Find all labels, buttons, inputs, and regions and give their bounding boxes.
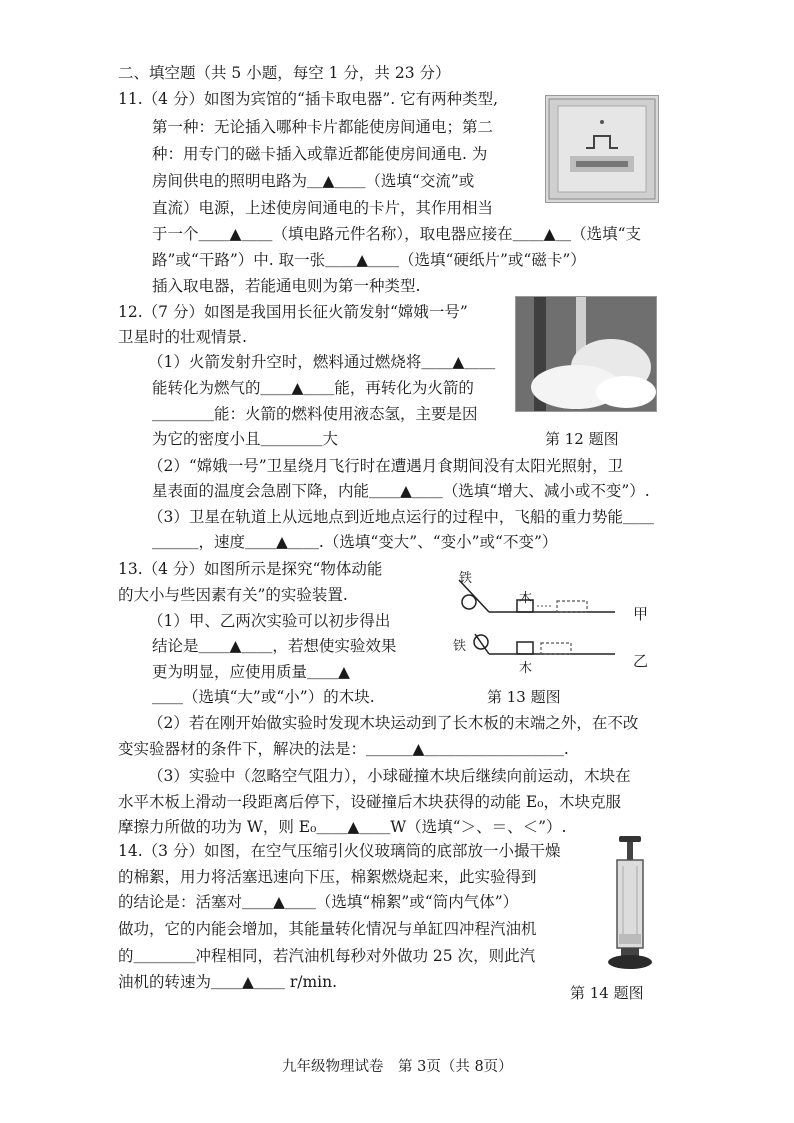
q13-line: 水平木板上滑动一段距离后停下，设碰撞后木块获得的动能 E₀，木块克服 xyxy=(118,793,621,811)
compression-igniter-figure xyxy=(605,834,655,974)
q14-line: 的＿＿＿＿冲程相同，若汽油机每秒对外做功 25 次，则此汽 xyxy=(118,947,536,965)
q11-line: 直流）电源，上述使房间通电的卡片，其作用相当 xyxy=(152,199,494,217)
kinetic-energy-diagram xyxy=(445,566,655,686)
q14-caption: 第 14 题图 xyxy=(570,984,644,1002)
q13-line: （2）若在刚开始做实验时发现木块运动到了长木板的末端之外，在不改 xyxy=(148,714,639,732)
q13-line: ＿＿（选填“大”或“小”）的木块. xyxy=(152,688,375,706)
q14-line: 油机的转速为＿＿▲＿＿ r/min. xyxy=(118,973,338,991)
q14-line: 的结论是：活塞对＿＿▲＿＿（选填“棉絮”或“筒内气体”） xyxy=(118,893,519,911)
card-switch-image xyxy=(546,96,658,202)
q12-line: ＿＿＿＿能：火箭的燃料使用液态氢，主要是因 xyxy=(152,405,478,423)
q11-line: 11.（4 分）如图为宾馆的“插卡取电器”. 它有两种类型, xyxy=(118,90,499,108)
ball-top xyxy=(462,595,476,609)
q14-line: 14.（3 分）如图，在空气压缩引火仪玻璃筒的底部放一小撮干燥 xyxy=(118,842,561,860)
q13-line: （3）实验中（忽略空气阻力），小球碰撞木块后继续向前运动，木块在 xyxy=(148,767,631,785)
q13-line: 摩擦力所做的功为 W，则 E₀＿＿▲＿＿W（选填“＞、＝、＜”）. xyxy=(118,818,567,836)
q11-line: 插入取电器，若能通电则为第一种类型. xyxy=(152,277,421,295)
q13-line: 更为明显，应使用质量＿＿▲ xyxy=(152,663,350,681)
q11-line: 于一个＿＿▲＿＿（填电路元件名称），取电器应接在＿＿▲＿（选填“支 xyxy=(152,225,642,243)
q13-line: 的大小与些因素有关”的实验装置. xyxy=(118,586,348,604)
card-switch-photo xyxy=(545,95,659,203)
q12-line: 星表面的温度会急剧下降，内能＿＿▲＿＿（选填“增大、减小或不变”）. xyxy=(152,482,650,500)
rocket-launch-image xyxy=(516,297,656,411)
q13-ball-label-top: 铁 xyxy=(459,571,473,586)
q13-ball-label-bottom: 铁 xyxy=(453,639,467,654)
q14-line: 做功，它的内能会增加，其能量转化情况与单缸四冲程汽油机 xyxy=(118,920,537,938)
block-bottom xyxy=(517,642,533,654)
q12-line: ＿＿＿，速度＿＿▲＿＿.（选填“变大”、“变小”或“不变”） xyxy=(152,533,558,551)
q13-line: （1）甲、乙两次实验可以初步得出 xyxy=(148,612,391,630)
q11-line: 房间供电的照明电路为＿▲＿＿（选填“交流”或 xyxy=(152,172,475,190)
q13-block-label-bottom: 木 xyxy=(519,661,533,676)
q11-line: 种：用专门的磁卡插入或靠近都能使房间通电. 为 xyxy=(152,145,488,163)
block-bottom-moved xyxy=(541,643,571,654)
q13-line: 变实验器材的条件下，解决的法是：＿＿＿▲＿＿＿＿＿＿＿＿＿. xyxy=(118,740,569,758)
q13-line: 结论是＿＿▲＿＿，若想使实验效果 xyxy=(152,637,397,655)
q12-line: 12.（7 分）如图是我国用长征火箭发射“嫦娥一号” xyxy=(118,303,468,321)
q12-caption: 第 12 题图 xyxy=(545,430,619,448)
q12-line: （1）火箭发射升空时，燃料通过燃烧将＿＿▲＿＿ xyxy=(148,353,496,371)
q13-line: 13.（4 分）如图所示是探究“物体动能 xyxy=(118,560,383,578)
section-header: 二、填空题（共 5 小题，每空 1 分，共 23 分） xyxy=(118,64,451,82)
q13-label-yi: 乙 xyxy=(633,652,649,670)
rocket-launch-photo xyxy=(515,296,657,412)
q13-label-jia: 甲 xyxy=(633,605,649,623)
igniter-image xyxy=(605,834,655,974)
block-top-moved xyxy=(557,601,587,612)
q12-line: 卫星时的壮观情景. xyxy=(118,328,247,346)
q12-line: 能转化为燃气的＿＿▲＿＿能，再转化为火箭的 xyxy=(152,379,474,397)
q13-block-label-top: 木 xyxy=(519,591,533,606)
q13-caption: 第 13 题图 xyxy=(487,688,561,706)
page-footer: 九年级物理试卷 第 3页（共 8页） xyxy=(282,1059,513,1075)
q11-line: 路”或“干路”）中. 取一张＿＿▲＿＿（选填“硬纸片”或“磁卡”） xyxy=(152,251,586,269)
incline-diagram xyxy=(445,566,655,686)
q12-line: 为它的密度小且＿＿＿＿大 xyxy=(152,430,339,448)
q11-line: 第一种：无论插入哪种卡片都能使房间通电；第二 xyxy=(152,118,494,136)
q12-line: （3）卫星在轨道上从远地点到近地点运行的过程中，飞船的重力势能＿＿ xyxy=(148,508,654,526)
q14-line: 的棉絮，用力将活塞迅速向下压，棉絮燃烧起来，此实验得到 xyxy=(118,868,537,886)
q12-line: （2）“嫦娥一号”卫星绕月飞行时在遭遇月食期间没有太阳光照射，卫 xyxy=(148,457,624,475)
